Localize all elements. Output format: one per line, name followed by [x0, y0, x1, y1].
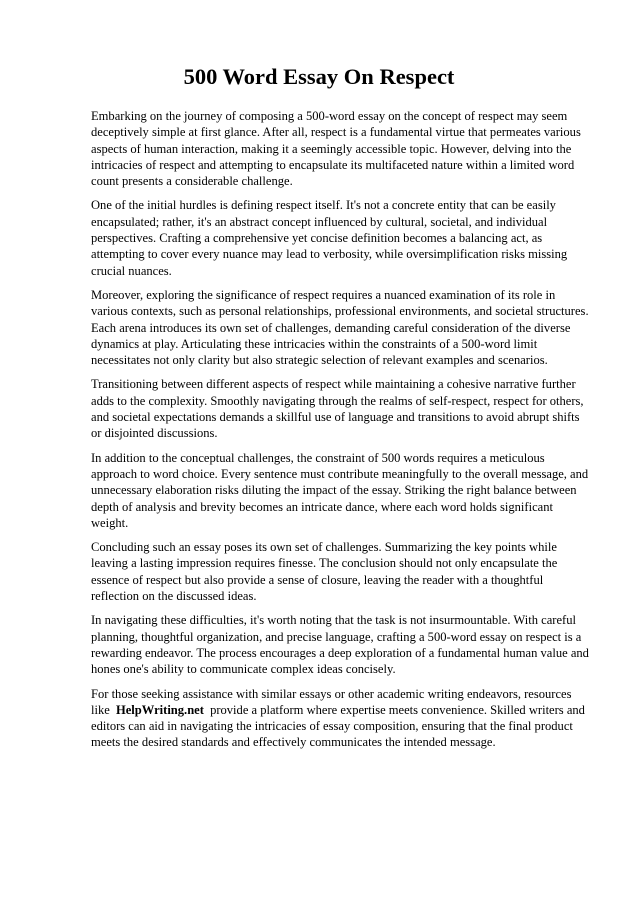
- paragraph-4: Transitioning between different aspects of respect while maintaining a cohesive narrative further adds to the complexity. Smoothly navigating through the realms of self-respect, respect for others, and societal expectations demands a skillful use of language and transitions to avoid abrupt shifts or disjointed discussions.: [91, 377, 584, 441]
- paragraph-8-before-link: For those seeking assistance with similar essays or other academic writing endeavors, resources like: [91, 686, 572, 717]
- paragraph-8: [91, 686, 590, 751]
- paragraph-1: Embarking on the journey of composing a 500-word essay on the concept of respect may seem deceptively simple at first glance. After all, respect is a fundamental virtue that permeates various aspects of human interaction, making it a seemingly accessible topic. However, delving into the intricacies of respect and attempting to encapsulate its multifaceted nature within a limited word count presents a considerable challenge.: [91, 109, 581, 189]
- helpwriting-link[interactable]: HelpWriting.net: [115, 702, 204, 717]
- paragraph-2: One of the initial hurdles is defining respect itself. It's not a concrete entity that can be easily encapsulated; rather, it's an abstract concept influenced by cultural, societal, and individual perspectives. Crafting a comprehensive yet concise definition becomes a balancing act, as attempting to cover every nuance may lead to verbosity, while oversimplification risks missing crucial nuances.: [91, 198, 568, 278]
- paragraph-8-after-link: provide a platform where expertise meets convenience. Skilled writers and editors can aid in navigating the intricacies of essay composition, ensuring that the final product meets the desired standards and effectively communicates the intended message.: [91, 702, 585, 750]
- document-title: 500 Word Essay On Respect: [183, 64, 455, 89]
- paragraph-3: Moreover, exploring the significance of respect requires a nuanced examination of its role in various contexts, such as personal relationships, professional environments, and societal structures. Each arena introduces its own set of challenges, demanding careful consideration of the diverse dynamics at play. Articulating these intricacies within the constraints of a 500-word limit necessitates not only clarity but also strategic selection of relevant examples and scenarios.: [91, 287, 589, 368]
- paragraph-7: In navigating these difficulties, it's worth noting that the task is not insurmountable. With careful planning, thoughtful organization, and precise language, crafting a 500-word essay on respect is a rewarding endeavor. The process encourages a deep exploration of a fundamental human value and hones one's ability to communicate complex ideas concisely.: [91, 613, 589, 677]
- paragraph-5: In addition to the conceptual challenges, the constraint of 500 words requires a meticulous approach to word choice. Every sentence must contribute meaningfully to the overall message, and unnecessary elaboration risks diluting the impact of the essay. Striking the right balance between depth of analysis and brevity becomes an intricate dance, where each word holds significant weight.: [91, 450, 589, 530]
- paragraph-6: Concluding such an essay poses its own set of challenges. Summarizing the key points while leaving a lasting impression requires finesse. The conclusion should not only encapsulate the essence of respect but also provide a sense of closure, leaving the reader with a thoughtful reflection on the discussed ideas.: [91, 540, 558, 604]
